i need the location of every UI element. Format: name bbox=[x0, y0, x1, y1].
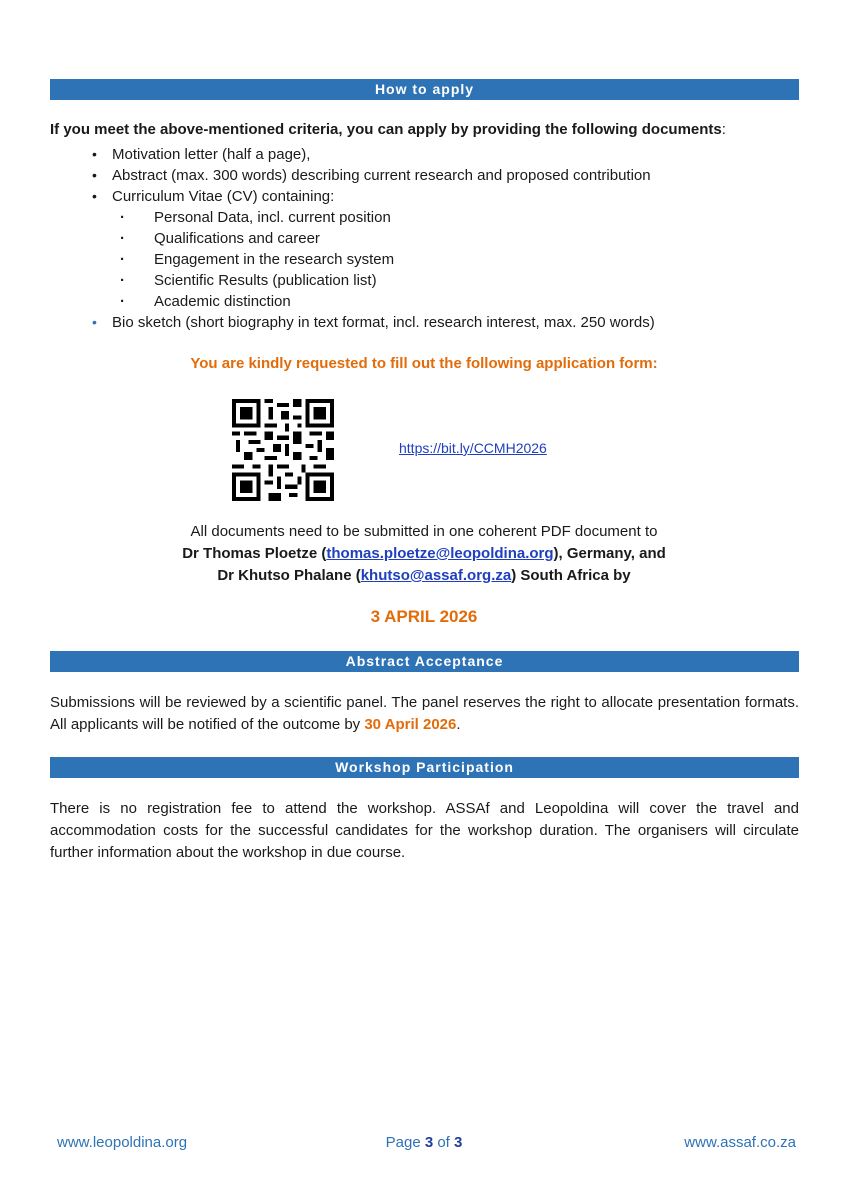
list-item: • Abstract (max. 300 words) describing current research and proposed contribution bbox=[92, 165, 655, 186]
qr-code-icon[interactable] bbox=[232, 399, 334, 501]
list-item: • Curriculum Vitae (CV) containing: · Personal Data, incl. current position · Qualifications and career · Engagement in the research system · Scientific Results (publication list) · Academic distinction bbox=[92, 186, 655, 312]
footer-left-url[interactable]: www.leopoldina.org bbox=[57, 1134, 188, 1151]
email-link-phalane[interactable]: khutso@assaf.org.za bbox=[360, 567, 512, 584]
documents-list bbox=[92, 144, 655, 333]
application-form-link[interactable]: https://bit.ly/CCMH2026 bbox=[399, 440, 547, 456]
abstract-acceptance-text: Submissions will be reviewed by a scientific panel. The panel reserves the right to allocate presentation formats. All applicants will be notified of the outcome by 30 April 2026. bbox=[50, 694, 799, 733]
workshop-participation-text: There is no registration fee to attend the workshop. ASSAf and Leopoldina will cover the travel and accommodation costs for the successful candidates for the workshop duration. The organisers will circulate further information about the workshop in due course. bbox=[50, 800, 799, 861]
page-indicator: Page 3 of 3 bbox=[385, 1134, 463, 1151]
deadline-date: 3 APRIL 2026 bbox=[370, 607, 478, 626]
section-header-how-to-apply: How to apply bbox=[50, 79, 799, 100]
cv-list-item: · Scientific Results (publication list) bbox=[112, 270, 655, 291]
list-item: • Motivation letter (half a page), bbox=[92, 144, 655, 165]
form-heading: You are kindly requested to fill out the following application form: bbox=[190, 355, 658, 372]
cv-list-item: · Personal Data, incl. current position bbox=[112, 207, 655, 228]
submission-instructions: All documents need to be submitted in one coherent PDF document to Dr Thomas Ploetze (thomas.ploetze@leopoldina.org), Germany, and Dr Khutso Phalane (khutso@assaf.org.za) South Africa by bbox=[182, 523, 666, 584]
cv-list-item: · Qualifications and career bbox=[112, 228, 655, 249]
section-header-workshop-participation: Workshop Participation bbox=[50, 757, 799, 778]
section-header-abstract-acceptance: Abstract Acceptance bbox=[50, 651, 799, 672]
cv-items-list bbox=[112, 207, 655, 312]
intro-text: If you meet the above-mentioned criteria, you can apply by providing the following documents: bbox=[50, 121, 726, 138]
cv-list-item: · Engagement in the research system bbox=[112, 249, 655, 270]
footer-right-url[interactable]: www.assaf.co.za bbox=[684, 1134, 796, 1151]
cv-list-item: · Academic distinction bbox=[112, 291, 655, 312]
email-link-ploetze[interactable]: thomas.ploetze@leopoldina.org bbox=[326, 545, 554, 562]
list-item: • Bio sketch (short biography in text format, incl. research interest, max. 250 words) bbox=[92, 312, 655, 333]
